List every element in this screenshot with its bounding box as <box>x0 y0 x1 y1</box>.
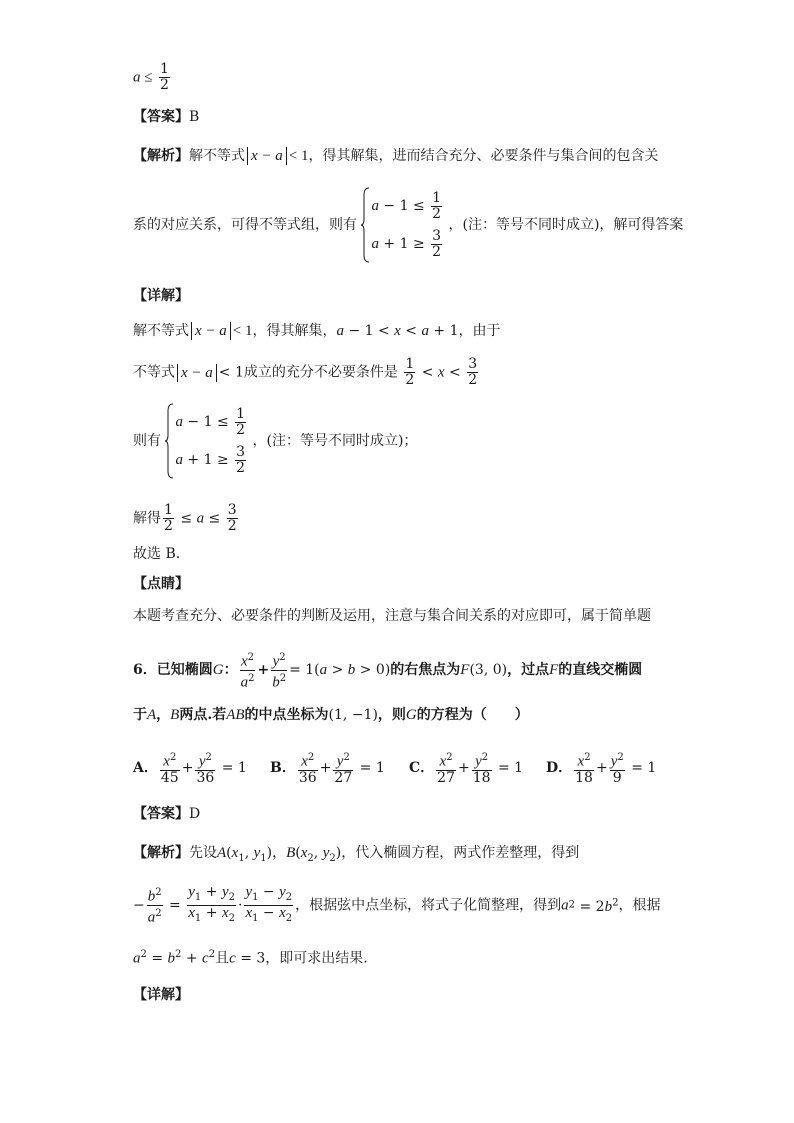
q6-analysis-line3: $a^2 = b^2 + c^2$且c = 3，即可求出结果. <box>133 949 368 967</box>
q5-detail-line2: 不等式 x − a < 1成立的充分不必要条件是 $\frac{1}{2}$ < x < $\frac{3}{2}$ <box>133 356 478 388</box>
q5-detail-line1: 解不等式 x − a < 1，得其解集，a − 1 < x < a + 1，由于 <box>133 323 501 339</box>
q6-answer-line: 【答案】D <box>133 806 201 822</box>
q5-detail-heading: 【详解】 <box>133 288 189 304</box>
option-c: C． $\frac{x^2}{27}$ + $\frac{y^2}{18}$ = 1 <box>409 752 524 786</box>
left-brace-icon <box>361 187 370 263</box>
q5-condition-line <box>133 62 172 93</box>
inequality-system-2: a − 1 ≤ $\frac{1}{2}$ a + 1 ≥ $\frac{3}{2}$ <box>165 403 248 479</box>
q5-answer-line <box>133 107 199 127</box>
q6-stem-line2: 于A，B两点.若AB的中点坐标为(1, −1)，则G的方程为（ ） <box>133 707 529 723</box>
option-d: D． $\frac{x^2}{18}$ + $\frac{y^2}{9}$ = 1 <box>546 752 657 786</box>
q6-detail-heading: 【详解】 <box>133 987 189 1003</box>
q5-condition-lhs: a ≤ <box>133 69 153 86</box>
q6-analysis-line1: 【解析】先设$A(x_1$, $y_1$)，$B(x_2$, $y_2$)，代入椭圆方程，两式作差整理，得到 <box>133 845 580 864</box>
q6-options-row <box>133 750 673 790</box>
q6-stem-line1: 6．已知椭圆G： $\frac{x^2}{a^2}$ + $\frac{y^2}{b^2}$ = 1(a > b > 0)的右焦点为F(3, 0)，过点F的直线交椭圆 <box>133 652 643 691</box>
q5-analysis-line2: 系的对应关系，可得不等式组，则有 a − 1 ≤ $\frac{1}{2}$ a + 1 ≥ $\frac{3}{2}$ ，(注：等号不同时成立)，解可得答案 <box>133 187 683 263</box>
abs-expression: x − a <box>247 147 287 165</box>
left-brace-icon <box>165 403 174 479</box>
inequality-system: a − 1 ≤ $\frac{1}{2}$ a + 1 ≥ $\frac{3}{2}$ <box>361 187 444 263</box>
analysis-tag: 【解析】 <box>133 148 189 164</box>
q6-analysis-line2: − $\frac{b^2}{a^2}$ = $\frac{y_1 + y_2}{x_1 + x_2}$ · $\frac{y_1 - y_2}{x_1 - x_2}$ ，根据弦中点坐标，将式子化简整理，得到$a2 = 2b^2$，根据 <box>133 884 661 926</box>
q5-detail-line5: 故选 B. <box>133 546 181 562</box>
answer-tag: 【答案】 <box>133 109 189 125</box>
half-fraction: $\frac{1}{2}$ <box>159 61 169 93</box>
option-a: A． $\frac{x^2}{45}$ + $\frac{y^2}{36}$ = 1 <box>133 752 247 786</box>
q5-detail-line3: 则有 a − 1 ≤ $\frac{1}{2}$ a + 1 ≥ $\frac{3}{2}$ ，(注：等号不同时成立)； <box>133 403 417 479</box>
q5-comment-text: 本题考查充分、必要条件的判断及运用，注意与集合间关系的对应即可，属于简单题 <box>133 608 651 624</box>
q6-answer-value: D <box>189 806 201 822</box>
q5-detail-line4: 解得 $\frac{1}{2}$ ≤ a ≤ $\frac{3}{2}$ <box>133 502 237 534</box>
q5-answer-value: B <box>189 109 200 125</box>
option-b: B． $\frac{x^2}{36}$ + $\frac{y^2}{27}$ = 1 <box>270 752 385 786</box>
q5-analysis-line1: 【解析】解不等式 x − a < 1，得其解集，进而结合充分、必要条件与集合间的包含关 <box>133 148 659 164</box>
q5-comment-heading: 【点睛】 <box>133 576 189 592</box>
